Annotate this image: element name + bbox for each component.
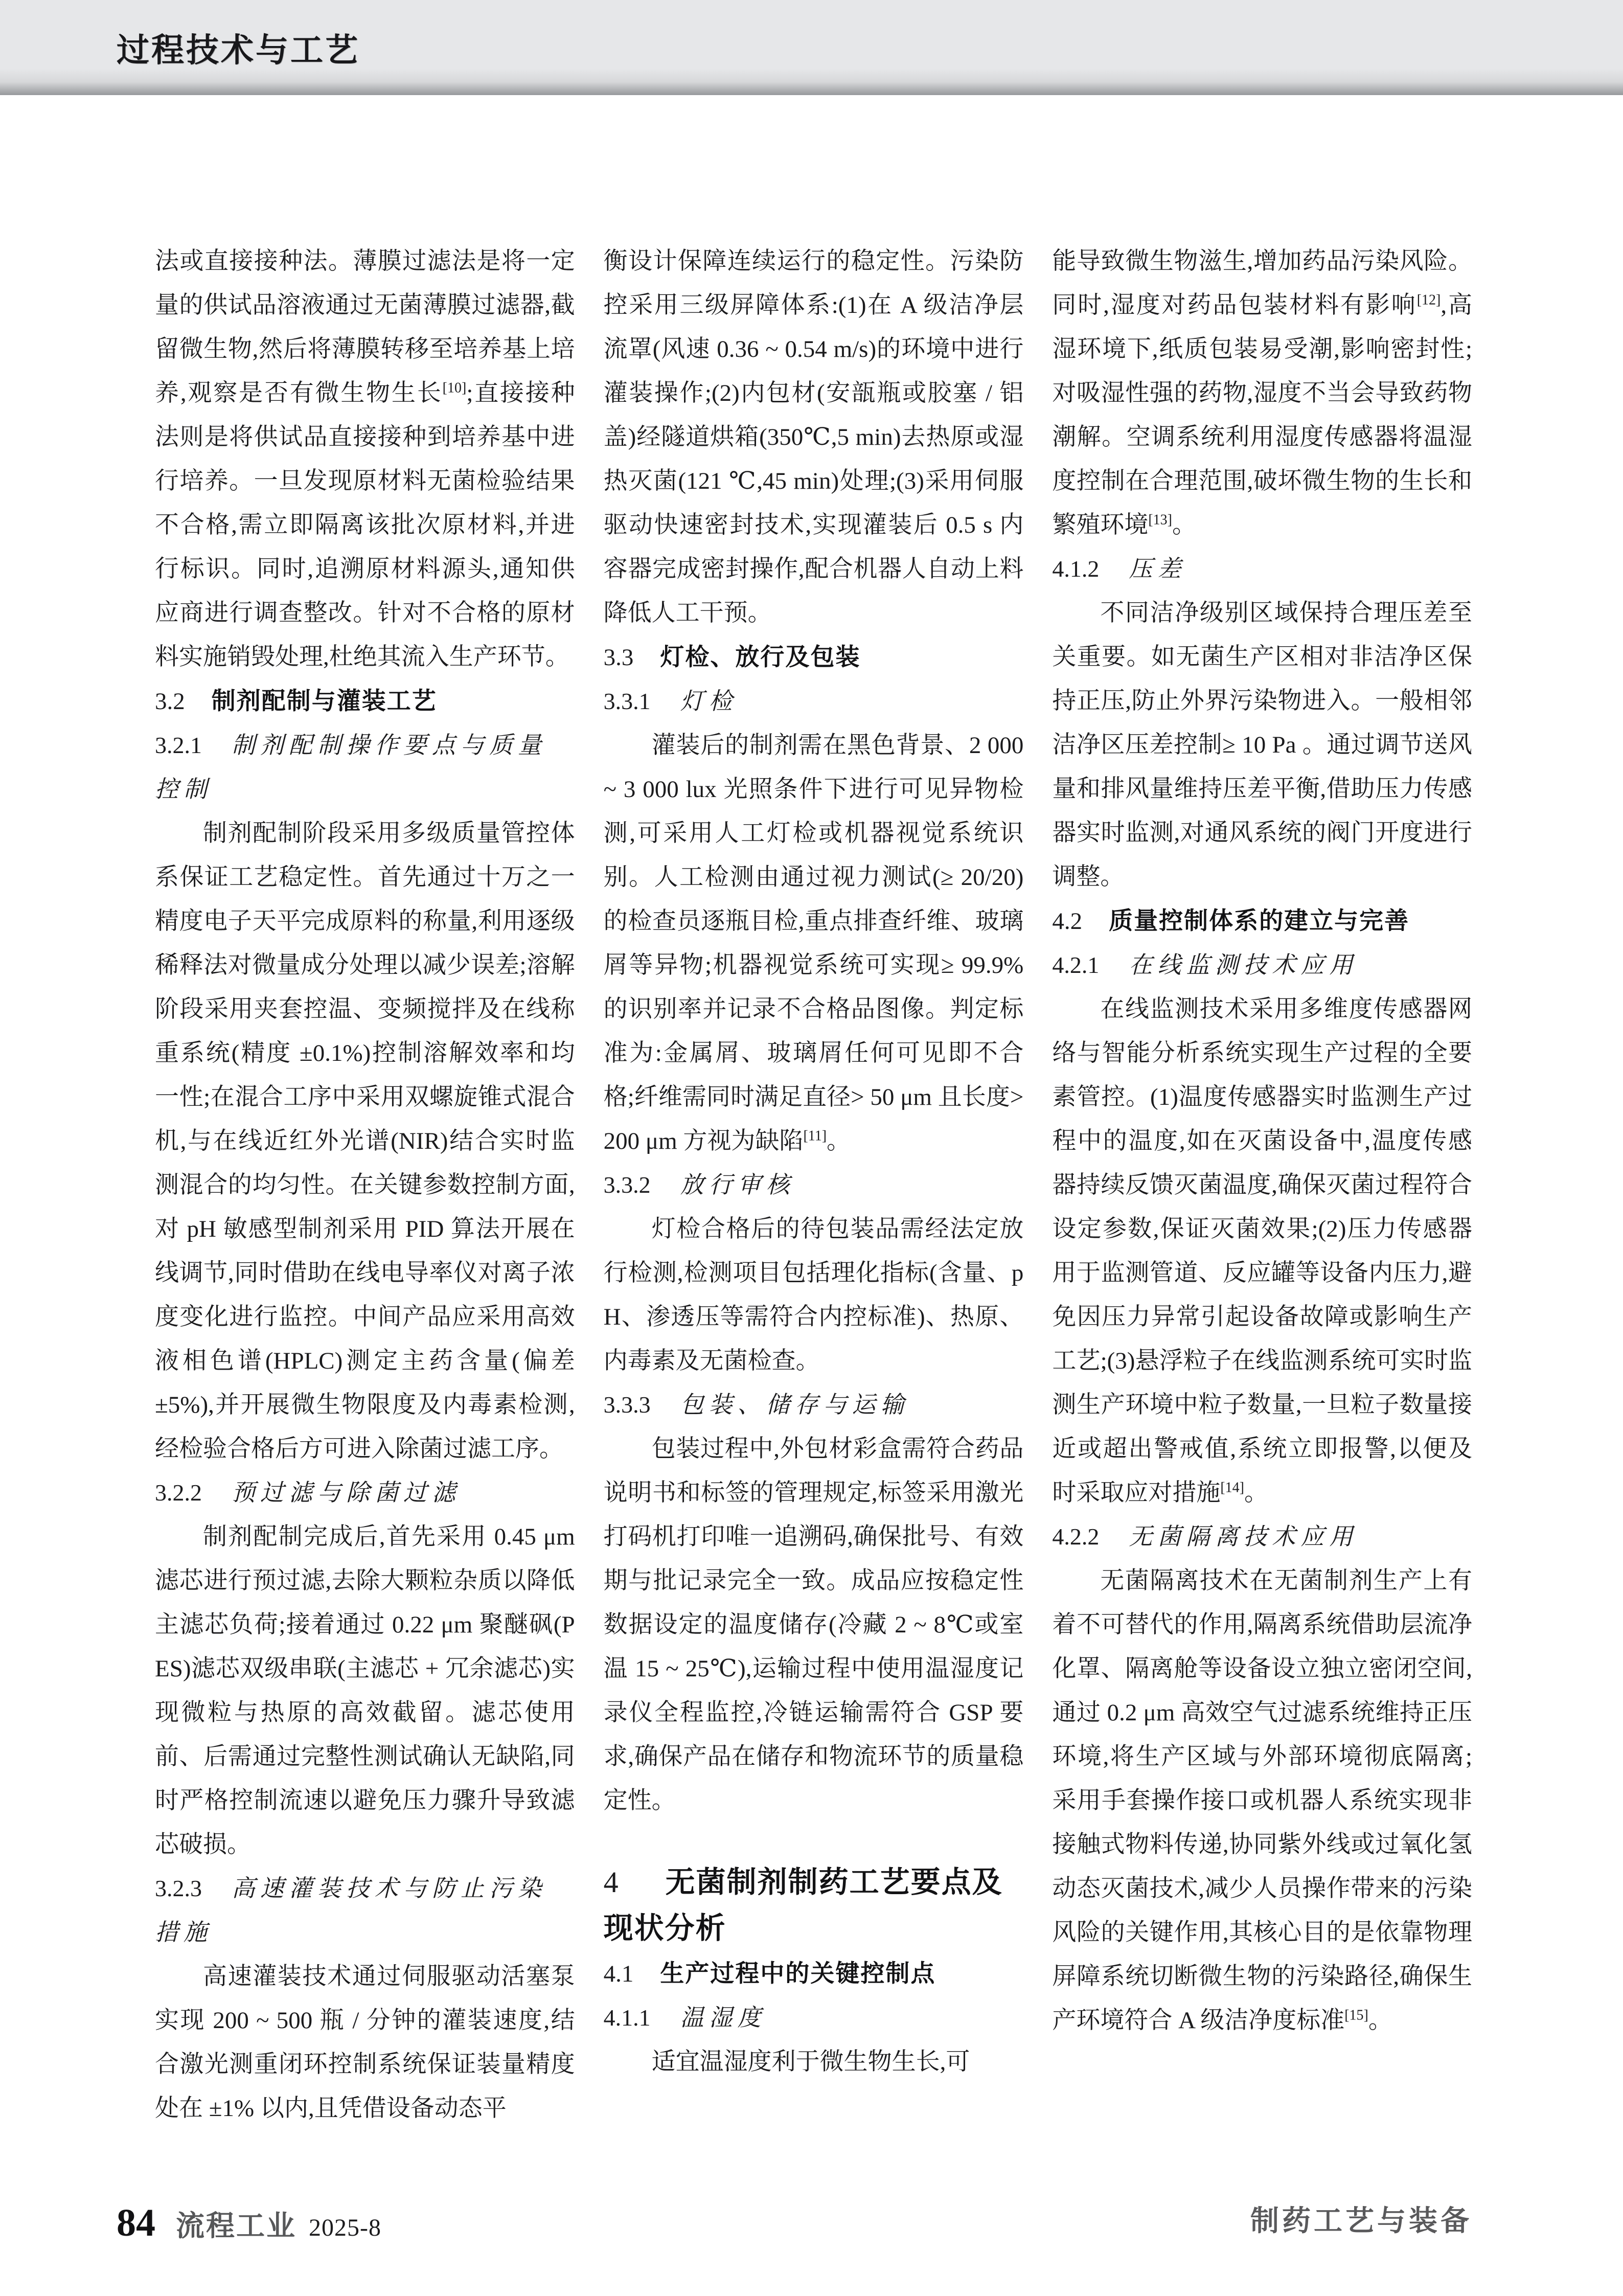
heading-title: 包装、储存与运输 xyxy=(680,1392,909,1418)
section-heading-3.2.3 xyxy=(155,1867,575,1954)
paragraph: 适宜温湿度利于微生物生长,可 xyxy=(651,2049,970,2075)
heading-title: 高速灌装技术与防止污染措施 xyxy=(155,1875,546,1945)
section-heading-3.2.2 xyxy=(155,1471,575,1515)
heading-title: 预过滤与除菌过滤 xyxy=(232,1480,461,1506)
paragraph: 法或直接接种法。薄膜过滤法是将一定量的供试品溶液通过无菌薄膜过滤器,截留微生物,然后将薄膜转移至培养基上培养,观察是否有微生物生长[10];直接接种法则是将供试品直接接种到培养基中进行培养。一旦发现原材料无菌检验结果不合格,需立即隔离该批次原材料,并进行标识。同时,追溯原材料源头,通知供应商进行调查整改。针对不合格的原材料实施销毁处理,杜绝其流入生产环节。 xyxy=(155,248,575,670)
reference-marker: [14] xyxy=(1220,1480,1244,1496)
heading-number: 4.1.1 xyxy=(603,2005,651,2031)
heading-number: 3.3.2 xyxy=(603,1172,651,1198)
reference-marker: [12] xyxy=(1416,292,1441,308)
heading-number: 3.3.1 xyxy=(603,688,651,714)
heading-title: 灯检 xyxy=(680,688,738,714)
heading-title: 质量控制体系的建立与完善 xyxy=(1109,907,1410,934)
reference-marker: [15] xyxy=(1344,2007,1368,2024)
section-heading-3.2 xyxy=(155,679,575,723)
heading-number: 3.2.2 xyxy=(155,1480,202,1506)
journal-section-name: 制药工艺与装备 xyxy=(1250,2206,1472,2237)
section-heading-3.3.2 xyxy=(604,1163,1024,1207)
section-heading-4.2.1 xyxy=(1052,943,1472,987)
section-heading-4.1 xyxy=(604,1951,1024,1996)
paragraph: 衡设计保障连续运行的稳定性。污染防控采用三级屏障体系:(1)在 A 级洁净层流罩(风速 0.36 ~ 0.54 m/s)的环境中进行灌装操作;(2)内包材(安瓿瓶或胶塞 / 铝盖)经隧道烘箱(350℃,5 min)去热原或湿热灭菌(121 ℃,45 min)处理;(3)采用伺服驱动快速密封技术,实现灌装后 0.5 s 内容器完成密封操作,配合机器人自动上料降低人工干预。 xyxy=(603,248,1024,626)
text-column-3 xyxy=(1052,239,1472,2130)
section-heading-3.3.1 xyxy=(604,679,1024,723)
heading-title: 温湿度 xyxy=(680,2005,766,2031)
heading-number: 3.2.3 xyxy=(155,1875,202,1901)
reference-marker: [13] xyxy=(1148,512,1172,528)
heading-number: 4.2.2 xyxy=(1052,1524,1100,1550)
page-footer xyxy=(0,2193,1623,2255)
reference-marker: [10] xyxy=(442,380,467,396)
page-number: 84 xyxy=(117,2201,155,2244)
heading-number: 3.3 xyxy=(603,644,634,671)
paragraph: 在线监测技术采用多维度传感器网络与智能分析系统实现生产过程的全要素管控。(1)温度传感器实时监测生产过程中的温度,如在灭菌设备中,温度传感器持续反馈灭菌温度,确保灭菌过程符合设定参数,保证灭菌效果;(2)压力传感器用于监测管道、反应罐等设备内压力,避免因压力异常引起设备故障或影响生产工艺;(3)悬浮粒子在线监测系统可实时监测生产环境中粒子数量,一旦粒子数量接近或超出警戒值,系统立即报警,以便及时采取应对措施[14]。 xyxy=(1052,996,1473,1506)
article-body xyxy=(155,239,1472,2130)
heading-title: 压差 xyxy=(1129,556,1186,582)
paragraph: 无菌隔离技术在无菌制剂生产上有着不可替代的作用,隔离系统借助层流净化罩、隔离舱等设备设立独立密闭空间,通过 0.2 μm 高效空气过滤系统维持正压环境,将生产区域与外部环境彻底隔离;采用手套操作接口或机器人系统实现非接触式物料传递,协同紫外线或过氧化氢动态灭菌技术,减少人员操作带来的污染风险的关键作用,其核心目的是依靠物理屏障系统切断微生物的污染路径,确保生产环境符合 A 级洁净度标准[15]。 xyxy=(1052,1567,1473,2034)
heading-number: 4.2.1 xyxy=(1052,952,1100,978)
heading-title: 灯检、放行及包装 xyxy=(660,643,861,670)
heading-title: 在线监测技术应用 xyxy=(1129,952,1358,978)
section-heading-4 xyxy=(604,1859,1024,1951)
magazine-name: 流程工业 xyxy=(176,2210,296,2242)
heading-number: 4 xyxy=(603,1866,619,1899)
section-heading-4.1.2 xyxy=(1052,547,1472,591)
heading-title: 制剂配制与灌装工艺 xyxy=(211,687,437,714)
text-column-2 xyxy=(604,239,1024,2130)
paragraph: 灯检合格后的待包装品需经法定放行检测,检测项目包括理化指标(含量、pH、渗透压等需符合内控标准)、热原、内毒素及无菌检查。 xyxy=(603,1216,1024,1374)
heading-title: 制剂配制操作要点与质量控制 xyxy=(155,732,546,802)
issue-number: 2025-8 xyxy=(309,2214,381,2241)
heading-number: 3.2 xyxy=(155,688,185,715)
heading-number: 4.1 xyxy=(603,1961,634,1987)
heading-number: 3.2.1 xyxy=(155,732,202,758)
reference-marker: [11] xyxy=(803,1128,827,1144)
heading-number: 4.1.2 xyxy=(1052,556,1100,582)
paragraph: 制剂配制阶段采用多级质量管控体系保证工艺稳定性。首先通过十万之一精度电子天平完成原料的称量,利用逐级稀释法对微量成分处理以减少误差;溶解阶段采用夹套控温、变频搅拌及在线称重系统(精度 ±0.1%)控制溶解效率和均一性;在混合工序中采用双螺旋锥式混合机,与在线近红外光谱(NIR)结合实时监测混合的均匀性。在关键参数控制方面,对 pH 敏感型制剂采用 PID 算法开展在线调节,同时借助在线电导率仪对离子浓度变化进行监控。中间产品应采用高效液相色谱(HPLC)测定主药含量(偏差 ±5%),并开展微生物限度及内毒素检测,经检验合格后方可进入除菌过滤工序。 xyxy=(155,820,575,1462)
paragraph: 不同洁净级别区域保持合理压差至关重要。如无菌生产区相对非洁净区保持正压,防止外界污染物进入。一般相邻洁净区压差控制≥ 10 Pa 。通过调节送风量和排风量维持压差平衡,借助压力传感器实时监测,对通风系统的阀门开度进行调整。 xyxy=(1052,600,1473,890)
page-header-band xyxy=(0,0,1623,95)
paragraph: 包装过程中,外包材彩盒需符合药品说明书和标签的管理规定,标签采用激光打码机打印唯一追溯码,确保批号、有效期与批记录完全一致。成品应按稳定性数据设定的温度储存(冷藏 2 ~ 8℃或室温 15 ~ 25℃),运输过程中使用温湿度记录仪全程监控,冷链运输需符合 GSP 要求,确保产品在储存和物流环节的质量稳定性。 xyxy=(603,1436,1024,1814)
footer-left xyxy=(117,2201,381,2245)
text-column-1 xyxy=(155,239,575,2130)
paragraph: 高速灌装技术通过伺服驱动活塞泵实现 200 ~ 500 瓶 / 分钟的灌装速度,结合激光测重闭环控制系统保证装量精度处在 ±1% 以内,且凭借设备动态平 xyxy=(155,1963,575,2122)
section-heading-3.3 xyxy=(604,635,1024,679)
section-heading-4.1.1 xyxy=(604,1996,1024,2040)
heading-title: 生产过程中的关键控制点 xyxy=(660,1960,936,1987)
heading-number: 4.2 xyxy=(1052,908,1083,935)
heading-number: 3.3.3 xyxy=(603,1392,651,1418)
column-section-title: 过程技术与工艺 xyxy=(117,32,360,69)
heading-title: 无菌隔离技术应用 xyxy=(1129,1524,1358,1550)
heading-title: 放行审核 xyxy=(680,1172,795,1198)
paragraph: 灌装后的制剂需在黑色背景、2 000 ~ 3 000 lux 光照条件下进行可见异物检测,可采用人工灯检或机器视觉系统识别。人工检测由通过视力测试(≥ 20/20)的检查员逐瓶目检,重点排查纤维、玻璃屑等异物;机器视觉系统可实现≥ 99.9% 的识别率并记录不合格品图像。判定标准为:金属屑、玻璃屑任何可见即不合格;纤维需同时满足直径> 50 μm 且长度> 200 μm 方视为缺陷[11]。 xyxy=(603,732,1024,1154)
section-heading-4.2 xyxy=(1052,899,1472,943)
section-heading-4.2.2 xyxy=(1052,1515,1472,1559)
heading-title: 无菌制剂制药工艺要点及现状分析 xyxy=(603,1866,1003,1945)
section-heading-3.2.1 xyxy=(155,723,575,811)
section-heading-3.3.3 xyxy=(604,1383,1024,1427)
paragraph: 制剂配制完成后,首先采用 0.45 μm 滤芯进行预过滤,去除大颗粒杂质以降低主滤芯负荷;接着通过 0.22 μm 聚醚砜(PES)滤芯双级串联(主滤芯 + 冗余滤芯)实现微粒与热原的高效截留。滤芯使用前、后需通过完整性测试确认无缺陷,同时严格控制流速以避免压力骤升导致滤芯破损。 xyxy=(155,1524,575,1858)
paragraph: 能导致微生物滋生,增加药品污染风险。同时,湿度对药品包装材料有影响[12],高湿环境下,纸质包装易受潮,影响密封性;对吸湿性强的药物,湿度不当会导致药物潮解。空调系统利用湿度传感器将温湿度控制在合理范围,破坏微生物的生长和繁殖环境[13]。 xyxy=(1052,248,1473,538)
